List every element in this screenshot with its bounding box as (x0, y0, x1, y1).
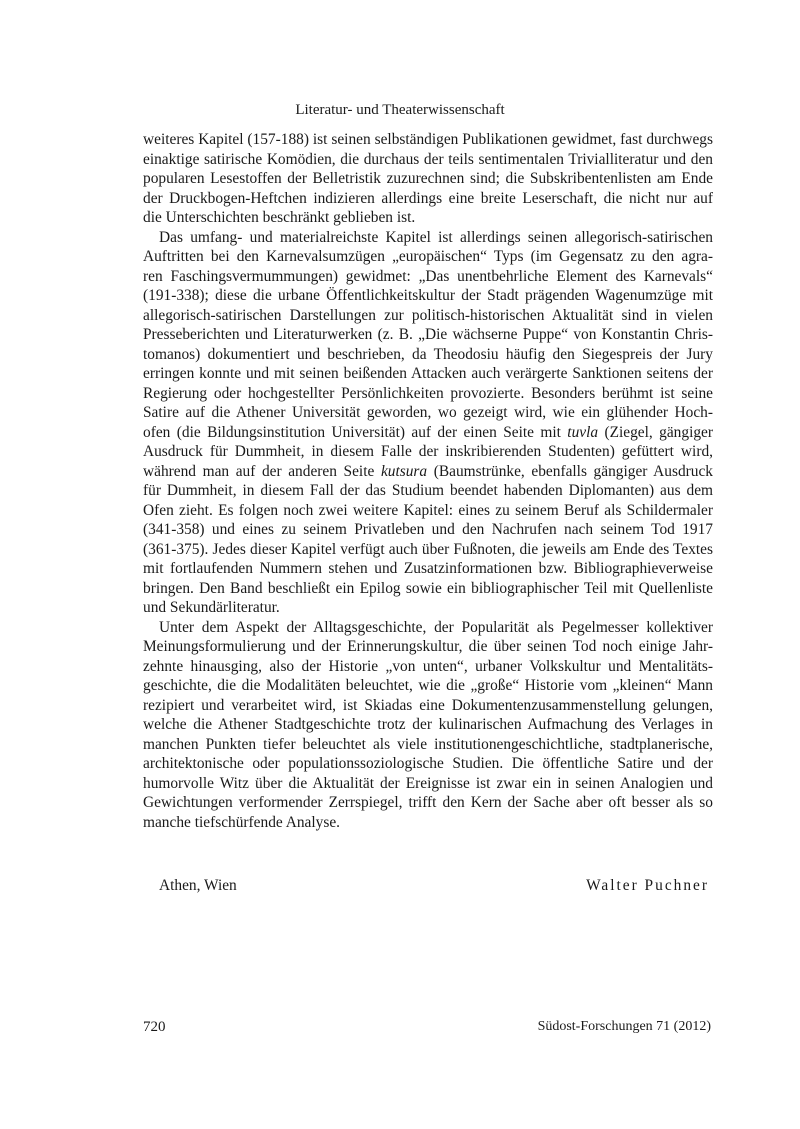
text-line: Gewichtungen verformender Zerrspiegel, trifft den Kern der Sache aber oft besser als so (143, 794, 713, 811)
text-segment: (Baumstrünke, ebenfalls gängiger Ausdruck (427, 462, 713, 480)
text-segment: (Ziegel, gängiger (598, 423, 713, 441)
text-line: zehnte hinausging, also der Historie „von unten“, urbaner Volkskultur und Mentalitäts- (143, 657, 713, 675)
signature-author: Walter Puchner (586, 877, 709, 894)
review-body (143, 130, 713, 832)
text-line: der Druckbogen-Heftchen indizieren allerdings eine breite Leserschaft, die nicht nur auf (143, 189, 713, 207)
text-line: Auftritten bei den Karnevalsumzügen „europäischen“ Typs (im Gegensatz zu den agra- (143, 248, 713, 265)
text-line: (341-358) und eines zu seinem Privatleben und den Nachrufen nach seinem Tod 1917 (143, 521, 713, 538)
text-line: Ausdruck für Dummheit, in diesem Falle der inskribierenden Studenten) gefüttert wird, (143, 443, 713, 460)
paragraph-continuation (143, 130, 713, 228)
text-line: Satire auf die Athener Universität geworden, wo gezeigt wird, wie ein glühender Hoch- (143, 404, 713, 421)
text-line: welche die Athener Stadtgeschichte trotz der kulinarischen Aufmachung des Verlages in (143, 716, 713, 733)
text-segment: während man auf der anderen Seite (143, 462, 381, 480)
text-line: Meinungsformulierung und der Erinnerungskultur, die über seinen Tod noch einige Jahr- (143, 638, 713, 655)
text-segment: ofen (die Bildungsinstitution Universität) auf der einen Seite mit (143, 423, 568, 441)
text-line: popularen Lesestoffen der Belletristik zuzurechnen sind; die Subskribentenlisten am Ende (143, 170, 713, 187)
paragraph-conclusion (143, 618, 713, 833)
italic-term: kutsura (380, 462, 428, 480)
text-line: allegorisch-satirischen Darstellungen zur politisch-historischen Aktualität sind in vielen (143, 306, 713, 324)
text-line: Regierung oder hochgestellter Persönlichkeiten provozierte. Besonders berühmt ist seine (143, 384, 713, 402)
text-line: bringen. Den Band beschließt ein Epilog sowie ein bibliographischer Teil mit Quellenliste (143, 579, 713, 597)
text-line: Presseberichten und Literaturwerken (z. B. „Die wächserne Puppe“ von Konstantin Chris- (143, 326, 713, 343)
text-line: manche tiefschürfende Analyse. (143, 813, 341, 831)
text-line: und Sekundärliteratur. (143, 599, 280, 616)
text-line: die Unterschichten beschränkt geblieben ist. (143, 209, 416, 226)
text-line: Das umfang- und materialreichste Kapitel ist allerdings seinen allegorisch-satirischen (159, 228, 713, 246)
text-line: erringen konnte und mit seinen beißenden Attacken auch verärgerte Sanktionen seitens der (143, 365, 713, 382)
text-line (143, 462, 713, 482)
paragraph-carnival-chapter (143, 228, 713, 618)
text-line: (361-375). Jedes dieser Kapitel verfügt auch über Fußnoten, die jeweils am Ende des Textes (143, 540, 713, 558)
page-number: 720 (143, 1019, 166, 1035)
text-line: rezipiert und verarbeitet wird, ist Skiadas eine Dokumentenzusammenstellung gelungen, (143, 696, 713, 714)
text-line: ren Faschingsvermummungen) gewidmet: „Das unentbehrliche Element des Karnevals“ (143, 267, 713, 285)
text-line: manchen Punkten tiefer beleuchtet als viele institutionengeschichtliche, stadtplanerische, (143, 735, 713, 753)
text-line: Ofen zieht. Es folgen noch zwei weitere Kapitel: eines zu seinem Beruf als Schildermaler (143, 501, 713, 519)
signature-place: Athen, Wien (159, 877, 237, 894)
text-line: mit fortlaufenden Nummern stehen und Zusatzinformationen bzw. Bibliographieverweise (143, 560, 713, 577)
text-line (143, 423, 713, 443)
italic-term: tuvla (567, 423, 599, 441)
text-line: geschichte, die die Modalitäten beleuchtet, wie die „große“ Historie vom „kleinen“ Mann (143, 677, 713, 694)
text-line: architektonische oder populationssoziologische Studien. Die öffentliche Satire und der (143, 755, 713, 772)
text-line: Unter dem Aspekt der Alltagsgeschichte, der Popularität als Pegelmesser kollektiver (159, 618, 713, 636)
text-line: weiteres Kapitel (157-188) ist seinen selbständigen Publikationen gewidmet, fast durchwegs (143, 131, 713, 148)
running-head: Literatur- und Theaterwissenschaft (295, 102, 505, 118)
text-line: für Dummheit, in diesem Fall der das Studium beendet habenden Diplomanten) aus dem (143, 482, 713, 499)
text-line: humorvolle Witz über die Aktualität der Ereignisse ist zwar ein in seinen Analogien und (143, 774, 713, 792)
text-line: tomanos) dokumentiert und beschrieben, da Theodosiu häufig den Siegespreis der Jury (143, 345, 713, 363)
text-line: einaktige satirische Komödien, die durchaus der teils sentimentalen Trivialliteratur und den (143, 150, 713, 168)
text-line: (191-338); diese die urbane Öffentlichkeitskultur der Stadt prägenden Wagenumzüge mit (143, 287, 713, 304)
journal-citation: Südost-Forschungen 71 (2012) (537, 1019, 711, 1034)
